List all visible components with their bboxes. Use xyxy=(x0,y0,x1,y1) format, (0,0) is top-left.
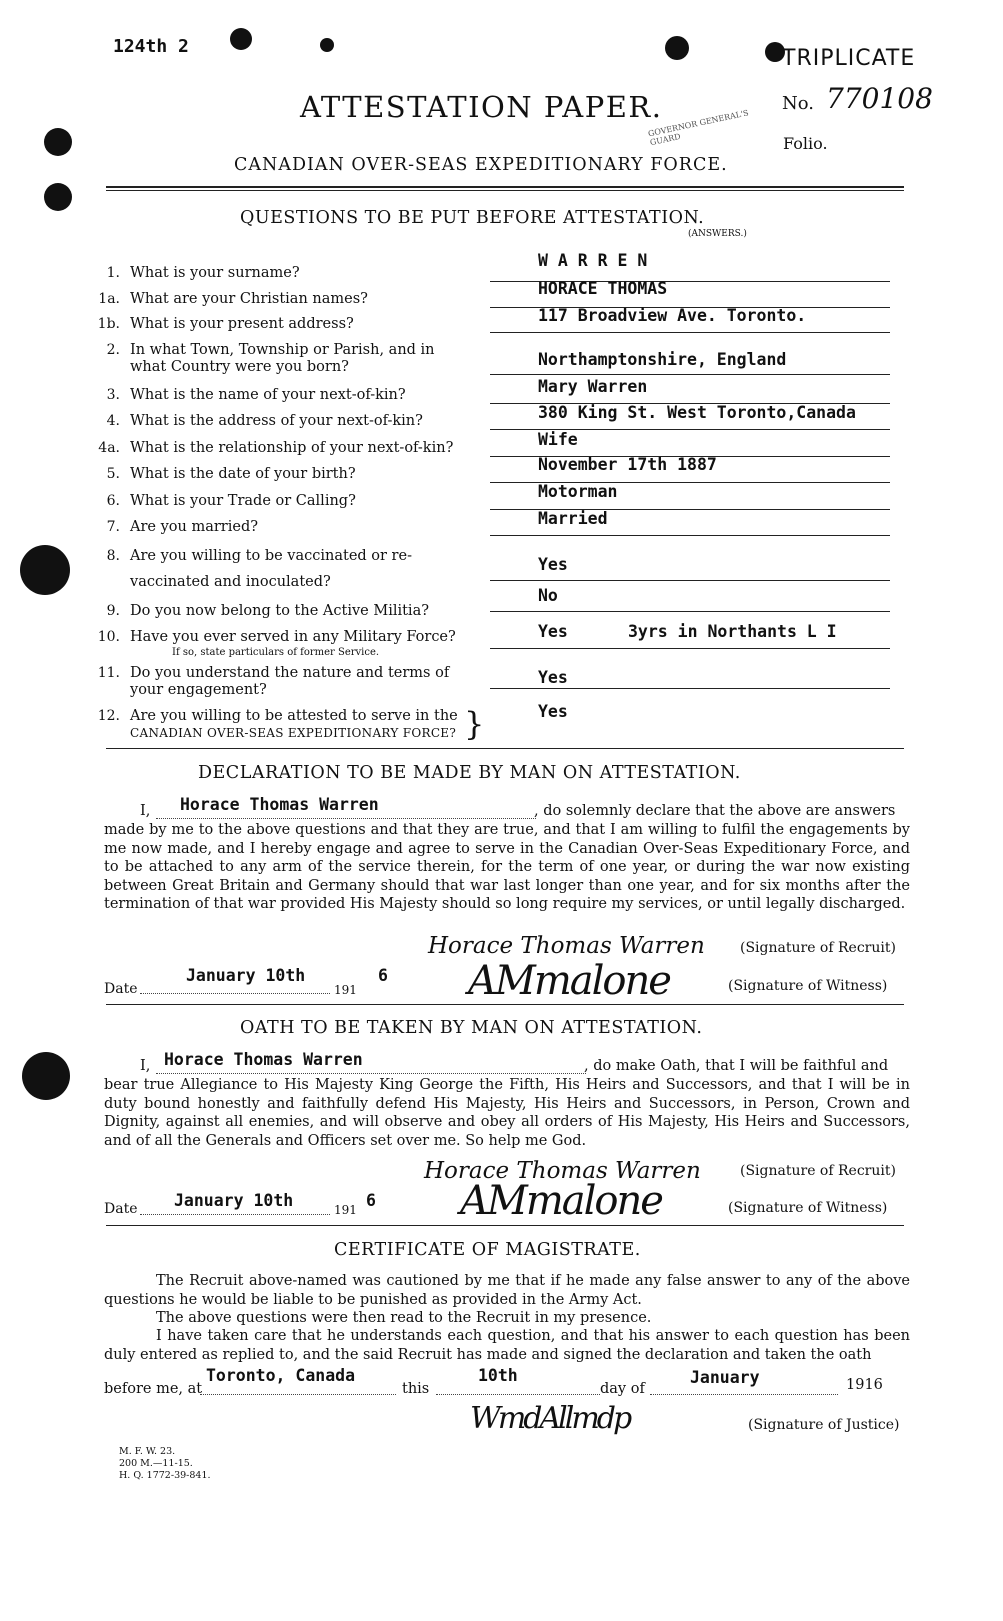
year-digit: 6 xyxy=(366,1191,376,1210)
oath-name: Horace Thomas Warren xyxy=(164,1050,363,1069)
day-of-label: day of xyxy=(600,1381,645,1397)
answer-line xyxy=(490,648,890,649)
questions-heading: QUESTIONS TO BE PUT BEFORE ATTESTATION. xyxy=(240,208,705,228)
witness-signature-label: (Signature of Witness) xyxy=(728,1200,888,1216)
divider xyxy=(106,1225,904,1226)
month-line xyxy=(650,1394,838,1395)
witness-signature-label: (Signature of Witness) xyxy=(728,978,888,994)
name-line xyxy=(156,818,536,819)
question-text: What is your present address? xyxy=(130,316,354,332)
name-line xyxy=(156,1073,586,1074)
declaration-text: , do solemnly declare that the above are answers xyxy=(534,803,896,819)
question-text: What is the address of your next-of-kin? xyxy=(130,413,423,429)
answer-line xyxy=(490,580,890,581)
question-number: 9. xyxy=(106,603,120,619)
day-line xyxy=(436,1394,600,1395)
declaration-date: January 10th xyxy=(186,966,306,985)
declaration-heading: DECLARATION TO BE MADE BY MAN ON ATTESTATION. xyxy=(198,763,741,783)
answer-militia: No xyxy=(538,586,558,605)
month: January xyxy=(690,1368,760,1387)
answer-relationship: Wife xyxy=(538,430,578,449)
stamp: GOVERNOR GENERAL'S GUARD xyxy=(647,108,750,148)
oath-date: January 10th xyxy=(174,1191,294,1210)
witness-signature: AMmalone xyxy=(460,1178,662,1224)
answer-line xyxy=(490,374,890,375)
divider xyxy=(106,748,904,749)
recruit-signature: Horace Thomas Warren xyxy=(428,933,705,959)
ink-blot xyxy=(230,28,252,50)
answer-line xyxy=(490,332,890,333)
before-me-label: before me, at xyxy=(104,1381,203,1397)
punch-hole-middle xyxy=(20,545,70,595)
answer-next-of-kin-address: 380 King St. West Toronto,Canada xyxy=(538,403,856,422)
answer-surname: W A R R E N xyxy=(538,251,648,270)
form-number: M. F. W. 23. xyxy=(119,1446,176,1457)
oath-i: I, xyxy=(140,1058,151,1074)
answers-label: (ANSWERS.) xyxy=(688,229,747,239)
year-prefix: 191 xyxy=(334,1203,357,1217)
date-line xyxy=(140,993,330,994)
answer-present-address: 117 Broadview Ave. Toronto. xyxy=(538,306,807,325)
declaration-name: Horace Thomas Warren xyxy=(180,795,379,814)
punch-hole-lower xyxy=(22,1052,70,1100)
question-text: What is the name of your next-of-kin? xyxy=(130,387,406,403)
answer-served: Yes xyxy=(538,622,568,641)
question-number: 11. xyxy=(97,665,120,681)
year-prefix: 191 xyxy=(334,983,357,997)
ink-blot xyxy=(665,36,689,60)
this-label: this xyxy=(402,1381,430,1397)
answer-birthplace: Northamptonshire, England xyxy=(538,350,787,369)
answer-birth-date: November 17th 1887 xyxy=(538,455,717,474)
question-number: 2. xyxy=(106,342,120,358)
declaration-body: made by me to the above questions and that they are true, and that I am willing to fulfil the engagements by me now made, and I hereby engage and agree to serve in the Canadian Over-Seas Expeditionary Force, and to be attached to any arm of the service therein, for the term of one year, or during the war now existing between Great Britain and Germany should that war last longer than one year, and for six months after the termination of that war provided His Majesty should so long require my services, or until legally discharged. xyxy=(104,822,910,912)
day: 10th xyxy=(478,1366,518,1385)
recruit-signature-label: (Signature of Recruit) xyxy=(740,940,896,956)
punch-hole-upper xyxy=(44,183,72,211)
question-number: 6. xyxy=(106,493,120,509)
question-number: 10. xyxy=(97,629,120,645)
answer-line xyxy=(490,535,890,536)
certificate-heading: CERTIFICATE OF MAGISTRATE. xyxy=(334,1240,641,1260)
question-text: What is the date of your birth? xyxy=(130,466,356,482)
answer-vaccinated: Yes xyxy=(538,555,568,574)
oath-heading: OATH TO BE TAKEN BY MAN ON ATTESTATION. xyxy=(240,1018,703,1038)
divider xyxy=(106,1004,904,1005)
date-line xyxy=(140,1214,330,1215)
oath-body: bear true Allegiance to His Majesty King George the Fifth, His Heirs and Successors, and that I will be in duty bound honestly and faithfully defend His Majesty, His Heirs and Successors, in Person, Crown and Dignity, against all enemies, and will observe and obey all orders of His Majesty, His Heirs and Successors, and of all the Generals and Officers set over me. So help me God. xyxy=(104,1077,910,1149)
question-number: 12. xyxy=(97,708,120,724)
answer-married: Married xyxy=(538,509,608,528)
date-label: Date xyxy=(104,981,138,997)
answer-line xyxy=(490,688,890,689)
oath-text: , do make Oath, that I will be faithful and xyxy=(584,1058,889,1074)
battalion-note: 124th 2 xyxy=(113,36,189,57)
justice-signature-label: (Signature of Justice) xyxy=(748,1417,900,1433)
question-number: 4a. xyxy=(98,440,120,456)
question-number: 4. xyxy=(106,413,120,429)
divider xyxy=(106,186,904,188)
answer-understand: Yes xyxy=(538,668,568,687)
question-number: 1a. xyxy=(98,291,120,307)
regimental-no-label: No. xyxy=(782,93,814,114)
ink-blot xyxy=(320,38,334,52)
answer-willing: Yes xyxy=(538,702,568,721)
question-text: Are you willing to be vaccinated or re- xyxy=(130,548,412,564)
question-text: In what Town, Township or Parish, and in xyxy=(130,342,435,358)
question-number: 8. xyxy=(106,548,120,564)
question-number: 5. xyxy=(106,466,120,482)
declaration-i: I, xyxy=(140,803,151,819)
justice-signature: WmdAllmdp xyxy=(470,1401,630,1436)
answer-next-of-kin: Mary Warren xyxy=(538,377,648,396)
question-number: 1b. xyxy=(97,316,120,332)
regimental-number: 770108 xyxy=(826,82,933,115)
question-text: Are you willing to be attested to serve in the xyxy=(130,708,458,724)
answer-line xyxy=(490,611,890,612)
answer-christian-names: HORACE THOMAS xyxy=(538,279,668,298)
question-number: 3. xyxy=(106,387,120,403)
place-line xyxy=(200,1394,396,1395)
certificate-p1: The Recruit above-named was cautioned by me that if he made any false answer to any of the above questions he would be liable to be punished as provided in the Army Act. xyxy=(104,1273,910,1308)
certificate-p2: The above questions were then read to the Recruit in my presence. xyxy=(156,1310,652,1326)
form-hq-ref: H. Q. 1772-39-841. xyxy=(119,1470,211,1481)
folio-label: Folio. xyxy=(783,134,828,153)
question-text: What is your surname? xyxy=(130,265,300,281)
question-text: your engagement? xyxy=(130,682,267,698)
document-title: ATTESTATION PAPER. xyxy=(300,90,663,124)
brace: } xyxy=(464,705,485,743)
question-text: what Country were you born? xyxy=(130,359,349,375)
question-note: If so, state particulars of former Service. xyxy=(172,647,380,658)
recruit-signature: Horace Thomas Warren xyxy=(424,1158,701,1184)
punch-hole-top xyxy=(44,128,72,156)
question-text: Do you understand the nature and terms of xyxy=(130,665,450,681)
date-label: Date xyxy=(104,1201,138,1217)
question-text: CANADIAN OVER-SEAS EXPEDITIONARY FORCE? xyxy=(130,726,457,740)
witness-signature: AMmalone xyxy=(468,958,670,1004)
place: Toronto, Canada xyxy=(206,1366,356,1385)
certificate-p3: I have taken care that he understands each question, and that his answer to each question has been duly entered as replied to, and the said Recruit has made and signed the declaration and taken the oath xyxy=(104,1328,910,1363)
answer-trade: Motorman xyxy=(538,482,618,501)
question-number: 1. xyxy=(106,265,120,281)
recruit-signature-label: (Signature of Recruit) xyxy=(740,1163,896,1179)
answer-service-details: 3yrs in Northants L I xyxy=(628,622,837,641)
question-text: What is your Trade or Calling? xyxy=(130,493,356,509)
question-text: What is the relationship of your next-of-kin? xyxy=(130,440,454,456)
force-name: CANADIAN OVER-SEAS EXPEDITIONARY FORCE. xyxy=(234,155,728,175)
divider xyxy=(106,190,904,191)
question-text: What are your Christian names? xyxy=(130,291,368,307)
question-text: Are you married? xyxy=(130,519,258,535)
question-number: 7. xyxy=(106,519,120,535)
form-print-run: 200 M.—11-15. xyxy=(119,1458,193,1469)
question-text: Have you ever served in any Military Force? xyxy=(130,629,456,645)
certificate-year: 1916 xyxy=(846,1377,883,1393)
year-digit: 6 xyxy=(378,966,388,985)
question-text: vaccinated and inoculated? xyxy=(130,574,331,590)
triplicate-label: TRIPLICATE xyxy=(782,46,916,71)
question-text: Do you now belong to the Active Militia? xyxy=(130,603,429,619)
